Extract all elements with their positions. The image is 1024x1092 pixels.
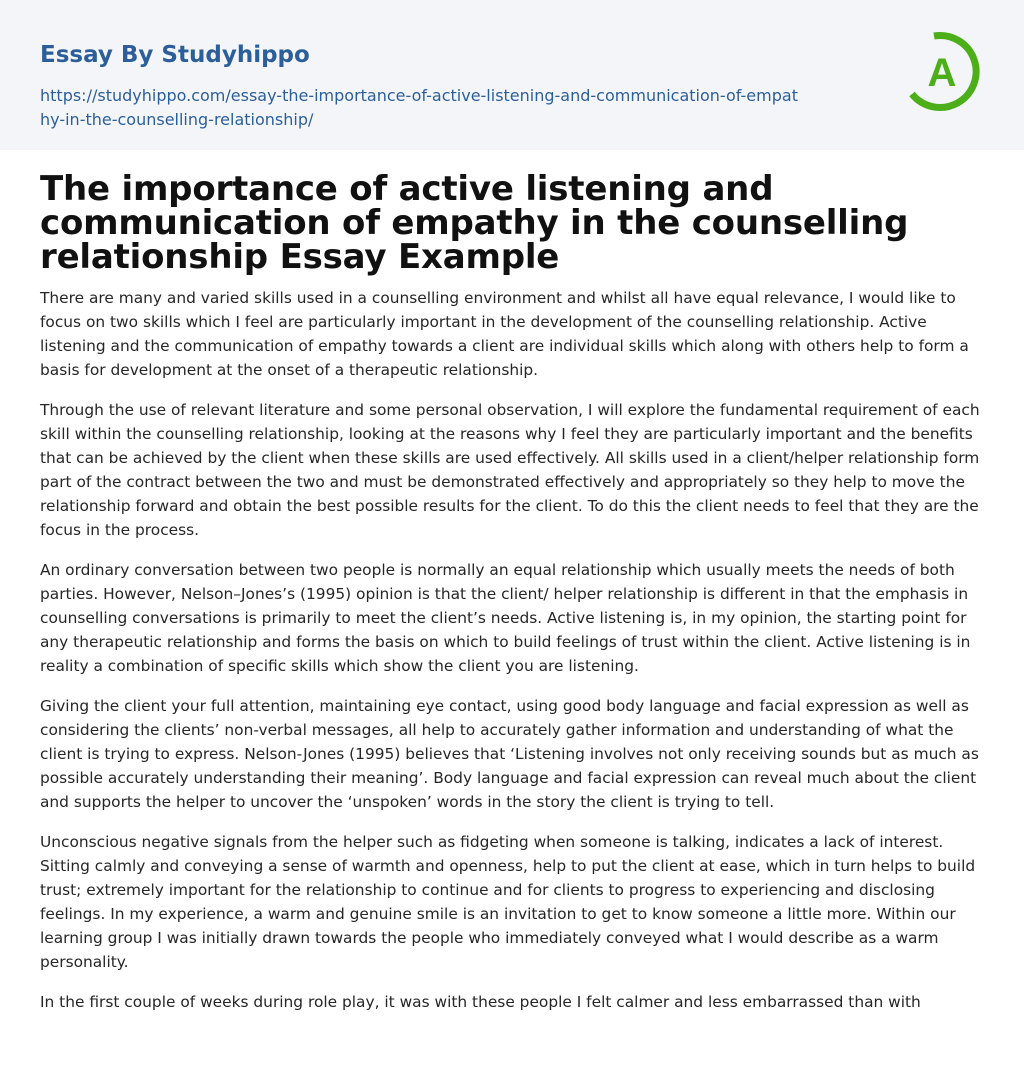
article-paragraph: There are many and varied skills used in a counselling environment and whilst all have equal relevance, I would like to focus on two skills which I feel are particularly important in the development of the counselling relationship. Active listening and the communication of empathy towards a client are individual skills which along with others help to form a basis for development at the onset of a therapeutic relationship. <box>40 289 969 379</box>
studyhippo-logo-icon[interactable] <box>898 28 986 116</box>
article-paragraph: An ordinary conversation between two people is normally an equal relationship which usually meets the needs of both parties. However, Nelson–Jones’s (1995) opinion is that the client/ helper relationship is different in that the emphasis in counselling conversations is primarily to meet the client’s needs. Active listening is, in my opinion, the starting point for any therapeutic relationship and forms the basis on which to build feelings of trust within the client. Active listening is in reality a combination of specific skills which show the client you are listening. <box>40 561 971 675</box>
article-paragraph: Through the use of relevant literature and some personal observation, I will explore the fundamental requirement of each skill within the counselling relationship, looking at the reasons why I feel they are particularly important and the benefits that can be achieved by the client when these skills are used effectively. All skills used in a client/helper relationship form part of the contract between the two and must be demonstrated effectively and appropriately so they help to move the relationship forward and obtain the best possible results for the client. To do this the client needs to feel that they are the focus in the process. <box>40 401 980 539</box>
article-paragraph: In the first couple of weeks during role play, it was with these people I felt calmer and less embarrassed than with <box>40 993 921 1011</box>
article <box>0 150 1024 1014</box>
site-header <box>0 0 1024 150</box>
article-title: The importance of active listening and communication of empathy in the counselling relationship Essay Example <box>40 169 909 277</box>
logo-letter: A <box>927 51 957 95</box>
article-paragraph: Unconscious negative signals from the helper such as fidgeting when someone is talking, indicates a lack of interest. Sitting calmly and conveying a sense of warmth and openness, help to put the client at ease, which in turn helps to build trust; extremely important for the relationship to continue and for clients to progress to experiencing and disclosing feelings. In my experience, a warm and genuine smile is an invitation to get to know someone a little more. Within our learning group I was initially drawn towards the people who immediately conveyed what I would describe as a warm personality. <box>40 833 976 971</box>
site-brand[interactable]: Essay By Studyhippo <box>40 42 310 68</box>
article-paragraph: Giving the client your full attention, maintaining eye contact, using good body language and facial expression as well as considering the clients’ non-verbal messages, all help to accurately gather information and understanding of what the client is trying to express. Nelson-Jones (1995) believes that ‘Listening involves not only receiving sounds but as much as possible accurately understanding their meaning’. Body language and facial expression can reveal much about the client and supports the helper to uncover the ‘unspoken’ words in the story the client is trying to tell. <box>40 697 979 811</box>
essay-url-link[interactable]: https://studyhippo.com/essay-the-importance-of-active-listening-and-communication-of-empathy-in-the-counselling-relationship/ <box>40 86 798 129</box>
